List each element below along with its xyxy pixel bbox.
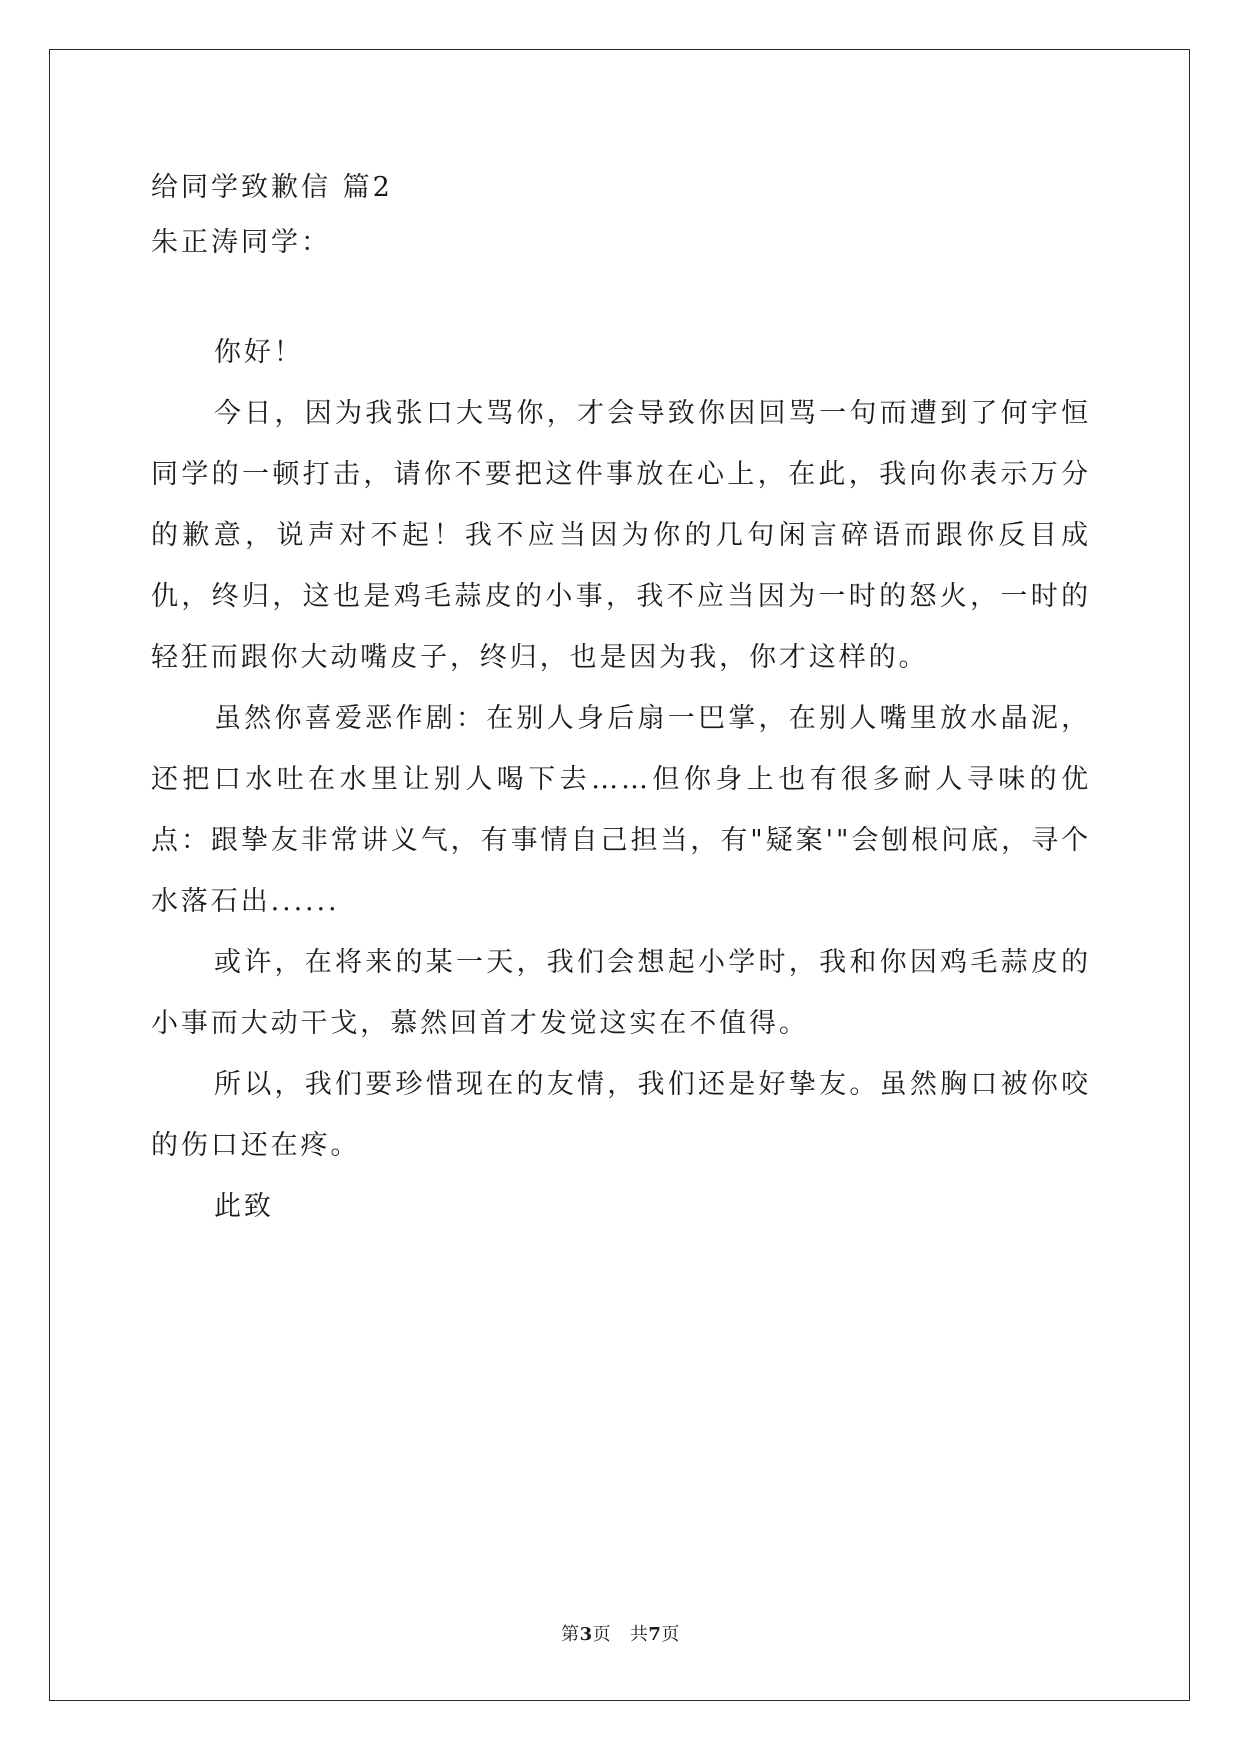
- page-prefix: 第: [561, 1624, 580, 1645]
- page-number-footer: [0, 1620, 1241, 1646]
- total-page-number: 7: [648, 1624, 662, 1645]
- greeting-paragraph: 你好！: [214, 337, 304, 368]
- salutation: 朱正涛同学：: [151, 227, 331, 258]
- current-page-number: 3: [579, 1624, 593, 1645]
- letter-body: [151, 322, 1091, 1237]
- page-mid: 页 共: [592, 1624, 649, 1645]
- closing-paragraph: 此致: [214, 1191, 274, 1222]
- reflection-paragraph: 或许，在将来的某一天，我们会想起小学时，我和你因鸡毛蒜皮的小事而大动干戈，慕然回首才发觉这实在不值得。: [151, 947, 1091, 1039]
- page-suffix: 页: [661, 1624, 680, 1645]
- document-title: 给同学致歉信 篇2: [151, 172, 393, 203]
- qualities-paragraph: 虽然你喜爱恶作剧：在别人身后扇一巴掌，在别人嘴里放水晶泥，还把口水吐在水里让别人喝下去……但你身上也有很多耐人寻味的优点：跟挚友非常讲义气，有事情自己担当，有"疑案'"会刨根问底，寻个水落石出......: [151, 703, 1091, 917]
- apology-paragraph: 今日，因为我张口大骂你，才会导致你因回骂一句而遭到了何宇恒同学的一顿打击，请你不要把这件事放在心上，在此，我向你表示万分的歉意，说声对不起！我不应当因为你的几句闲言碎语而跟你反目成仇，终归，这也是鸡毛蒜皮的小事，我不应当因为一时的怒火，一时的轻狂而跟你大动嘴皮子，终归，也是因为我，你才这样的。: [151, 398, 1091, 673]
- friendship-paragraph: 所以，我们要珍惜现在的友情，我们还是好挚友。虽然胸口被你咬的伤口还在疼。: [151, 1069, 1091, 1161]
